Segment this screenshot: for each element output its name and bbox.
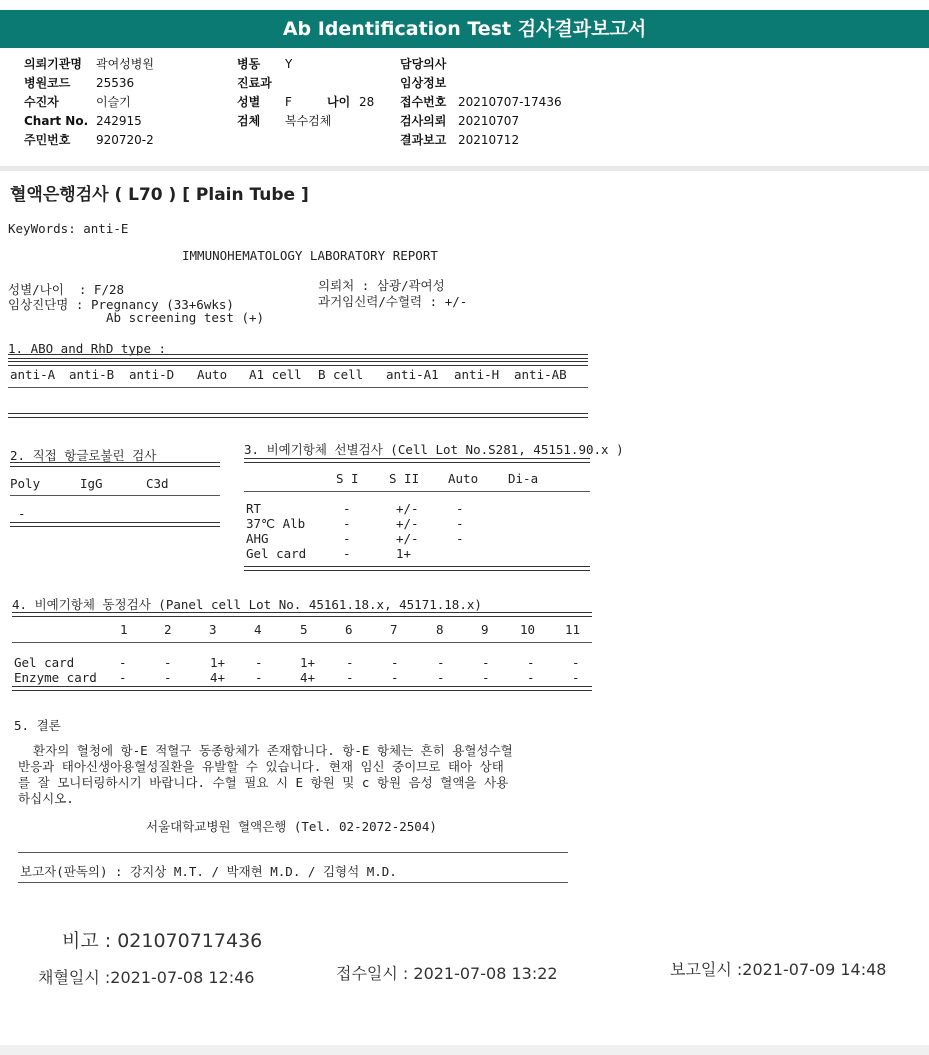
abo-column-header: anti-H [454,367,500,382]
conclusion-line: 반응과 태아신생아용혈성질환을 유발할 수 있습니다. 현재 임신 중이므로 태아 상태 [18,759,504,774]
abo-column-header: A1 cell [249,367,302,382]
screening-row-label: 37℃ Alb [246,516,306,531]
panel-cell: - [164,655,172,670]
info-row [24,93,154,112]
info-col-3 [400,55,562,150]
info-key: 나이 [327,95,351,109]
info-col-2 [237,55,374,131]
panel-cell: - [527,670,535,685]
screening-cell: - [343,501,351,516]
info-value: 20210712 [458,133,520,147]
double-rule [8,354,588,359]
reporters: 보고자(판독의) : 강지상 M.T. / 박재현 M.D. / 김형석 M.D. [20,864,397,879]
panel-column-header: 7 [390,622,398,637]
info-row [237,93,374,112]
collect-datetime: 채혈일시 :2021-07-08 12:46 [38,968,255,987]
panel-row-label: Gel card [14,655,75,670]
info-key: 병동 [237,57,261,71]
panel-row-label: Enzyme card [14,670,97,685]
info-value: 곽여성병원 [96,57,154,71]
screening-cell: +/- [396,531,419,546]
single-rule [244,491,590,492]
info-value: F [285,95,292,109]
screening-row-label: RT [246,501,262,516]
bloodbank-contact: 서울대학교병원 혈액은행 (Tel. 02-2072-2504) [146,819,437,834]
diagnosis-line-2: Ab screening test (+) [106,310,265,325]
info-row [400,131,562,150]
report-datetime: 보고일시 :2021-07-09 14:48 [670,960,887,979]
panel-cell: - [437,655,445,670]
receive-datetime: 접수일시 : 2021-07-08 13:22 [336,964,558,983]
conclusion-line: 환자의 혈청에 항-E 적혈구 동종항체가 존재합니다. 항-E 항체는 흔히 용혈성수혈 [18,743,513,758]
info-key: 결과보고 [400,133,447,147]
panel-cell: - [255,655,263,670]
abo-column-header: B cell [318,367,364,382]
double-rule [244,566,590,571]
section-2-title: 2. 직접 항글로불린 검사 [10,448,157,463]
note: 비고 : 021070717436 [62,930,263,952]
screening-cell: +/- [396,516,419,531]
panel-column-header: 5 [300,622,308,637]
panel-cell: - [255,670,263,685]
double-rule [12,612,592,617]
info-row [24,112,154,131]
top-strip [0,0,929,10]
info-row [400,55,562,74]
panel-column-header: 1 [120,622,128,637]
info-row [24,74,154,93]
panel-cell: - [391,670,399,685]
info-row [237,74,374,93]
panel-cell: - [346,670,354,685]
info-key: 담당의사 [400,57,447,71]
single-rule [10,495,220,496]
panel-cell: - [119,655,127,670]
test-title: 혈액은행검사 ( L70 ) [ Plain Tube ] [10,185,309,205]
panel-cell: 1+ [300,655,316,670]
section-1-title: 1. ABO and RhD type : [8,341,167,356]
screening-cell: +/- [396,501,419,516]
info-row [237,55,374,74]
abo-column-header: anti-A [10,367,56,382]
abo-column-header: Auto [197,367,228,382]
panel-cell: - [346,655,354,670]
double-rule [8,413,588,418]
panel-cell: - [437,670,445,685]
screening-column-header: S II [389,471,420,486]
panel-column-header: 8 [436,622,444,637]
section-divider [0,166,929,171]
double-rule [8,361,588,366]
panel-column-header: 4 [254,622,262,637]
double-rule [10,462,220,467]
screening-column-header: Di-a [508,471,539,486]
screening-column-header: Auto [448,471,479,486]
info-key: 접수번호 [400,95,447,109]
info-row [24,55,154,74]
panel-column-header: 2 [164,622,172,637]
report-header [0,10,929,48]
info-value: 28 [359,95,375,109]
panel-cell: 4+ [210,670,226,685]
screening-cell: - [343,546,351,561]
panel-cell: - [572,655,580,670]
info-col-1 [24,55,154,150]
screening-cell: - [456,531,464,546]
dat-value-poly: - [18,506,26,521]
abo-column-header: anti-A1 [386,367,439,382]
screening-row-label: AHG [246,531,269,546]
info-value: 242915 [96,114,142,128]
panel-cell: - [572,670,580,685]
abo-column-header: anti-D [129,367,175,382]
panel-cell: 1+ [210,655,226,670]
info-key: 진료과 [237,76,272,90]
abo-column-header: anti-AB [514,367,567,382]
panel-cell: - [527,655,535,670]
single-rule [18,852,568,853]
panel-column-header: 10 [520,622,536,637]
info-key: 임상정보 [400,76,447,90]
info-value: 20210707-17436 [458,95,562,109]
conclusion-line: 하십시오. [18,791,74,806]
screening-row-label: Gel card [246,546,307,561]
requester: 의뢰처 : 삼광/곽여성 [318,278,445,293]
section-5-title: 5. 결론 [14,718,61,733]
dat-header-c3d: C3d [146,476,169,491]
info-row [24,131,154,150]
screening-cell: - [343,531,351,546]
info-key: Chart No. [24,114,89,128]
panel-column-header: 6 [345,622,353,637]
section-3-title: 3. 비예기항체 선별검사 (Cell Lot No.S281, 45151.90.x ) [244,442,624,457]
info-row [237,112,374,131]
double-rule [10,522,220,527]
info-row [400,112,562,131]
info-key: 검체 [237,114,261,128]
info-value: 20210707 [458,114,520,128]
report-title: Ab Identification Test 검사결과보고서 [282,18,647,40]
info-row [400,74,562,93]
panel-cell: - [119,670,127,685]
sex-age: 성별/나이 : F/28 [8,282,125,297]
panel-cell: - [164,670,172,685]
double-rule [244,458,590,463]
abo-column-header: anti-B [69,367,115,382]
panel-column-header: 9 [481,622,489,637]
info-value: 복수검체 [285,114,332,128]
panel-cell: - [391,655,399,670]
info-key: 검사의뢰 [400,114,447,128]
info-value: 이슬기 [96,95,131,109]
screening-cell: - [456,516,464,531]
info-key: 의뢰기관명 [24,57,82,71]
info-key: 수진자 [24,95,59,109]
info-value: 920720-2 [96,133,154,147]
screening-column-header: S I [336,471,359,486]
transfusion-history: 과거임신력/수혈력 : +/- [318,294,468,309]
single-rule [12,642,592,643]
dat-header-igg: IgG [80,476,103,491]
panel-cell: - [482,670,490,685]
keywords: KeyWords: anti-E [8,221,129,236]
panel-cell: - [482,655,490,670]
single-rule [18,882,568,883]
screening-cell: 1+ [396,546,412,561]
panel-column-header: 3 [209,622,217,637]
dat-header-poly: Poly [10,476,41,491]
double-rule [12,686,592,691]
info-row [400,93,562,112]
info-key: 병원코드 [24,76,71,90]
info-key: 주민번호 [24,133,71,147]
panel-column-header: 11 [565,622,581,637]
lab-title: IMMUNOHEMATOLOGY LABORATORY REPORT [182,248,438,263]
info-key: 성별 [237,95,261,109]
diagnosis: 임상진단명 : Pregnancy (33+6wks) [8,297,234,312]
panel-cell: 4+ [300,670,316,685]
footer-strip [0,1045,929,1055]
info-value: 25536 [96,76,135,90]
screening-cell: - [343,516,351,531]
conclusion-line: 를 잘 모니터링하시기 바랍니다. 수혈 필요 시 E 항원 및 c 항원 음성 혈액을 사용 [18,775,509,790]
section-4-title: 4. 비예기항체 동정검사 (Panel cell Lot No. 45161.18.x, 45171.18.x) [12,597,482,612]
info-value: Y [285,57,293,71]
single-rule [8,387,588,388]
screening-cell: - [456,501,464,516]
